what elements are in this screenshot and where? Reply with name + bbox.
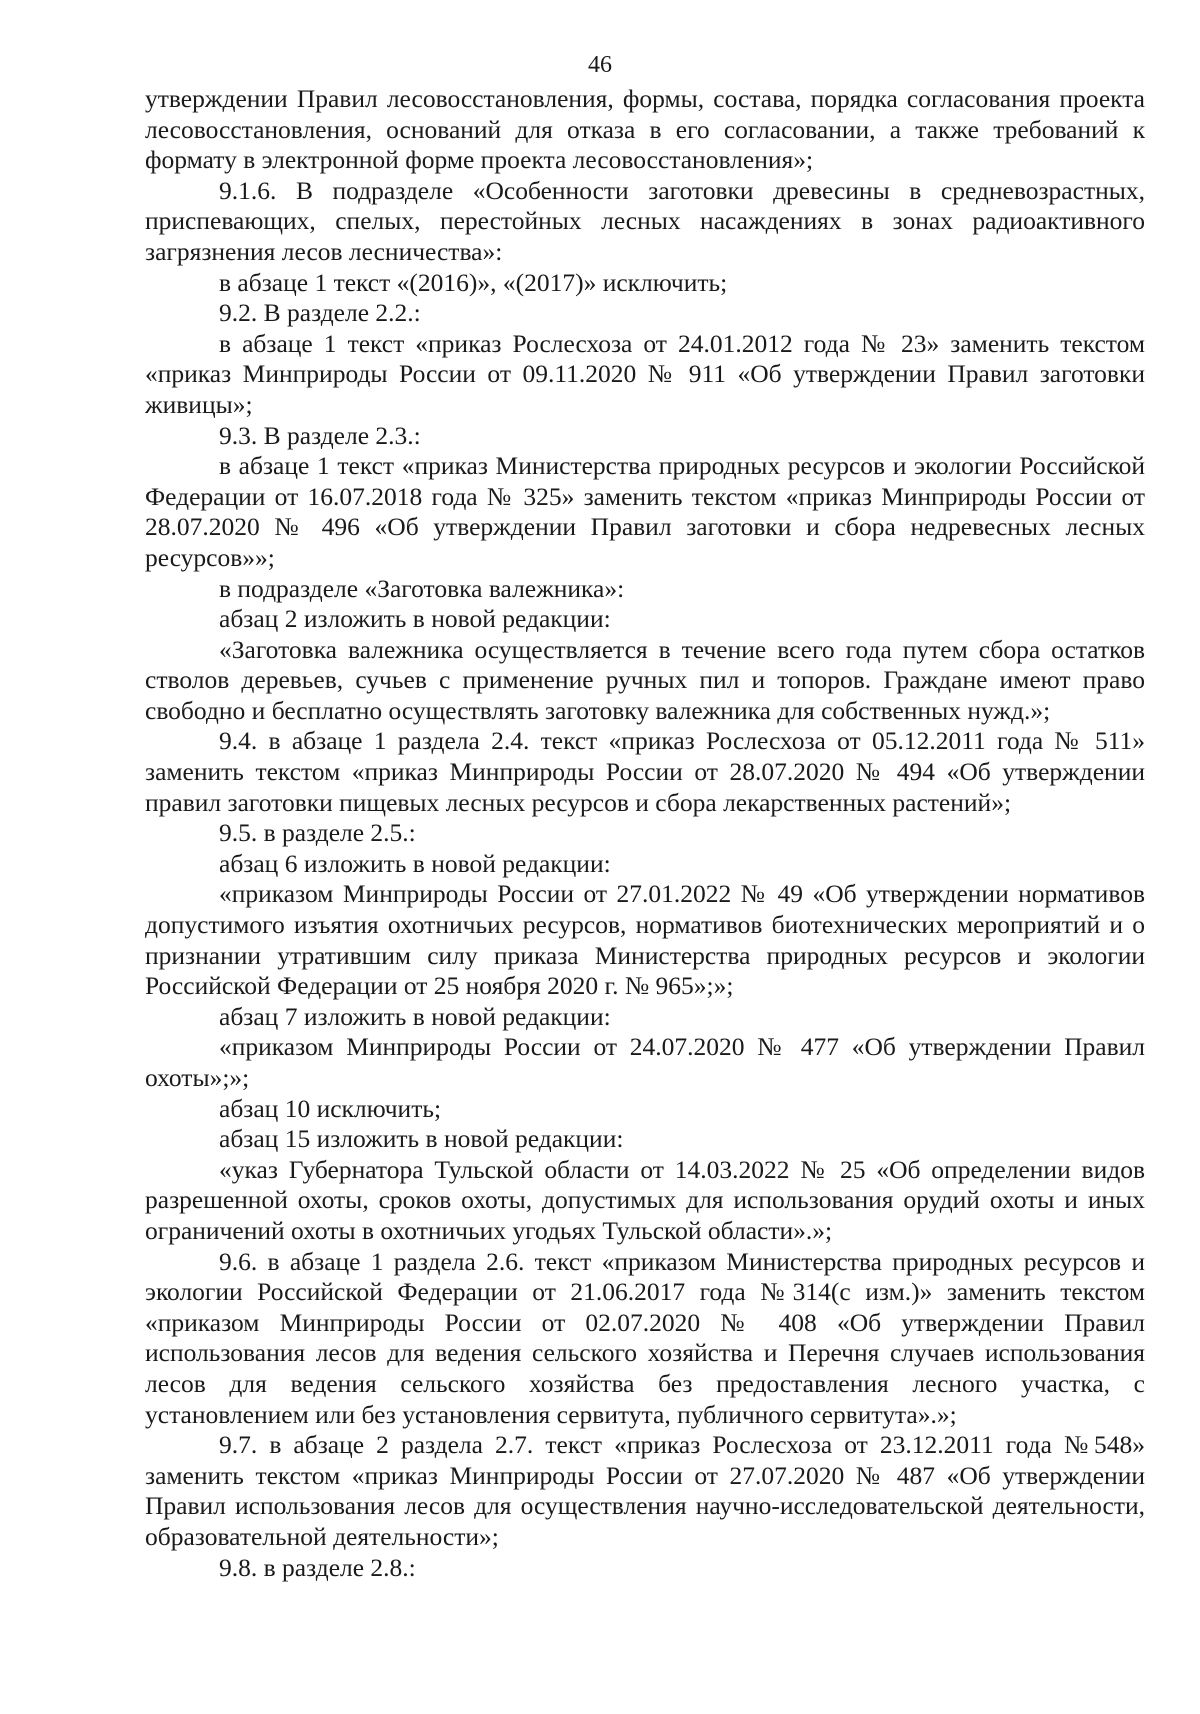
paragraph-9-7: 9.7. в абзаце 2 раздела 2.7. текст «приказ Рослесхоза от 23.12.2011 года №548» заменить текстом «приказ Минприроды России от 27.07.2020 № 487 «Об утверждении Правил использования лесов для осуществления научно-исследовательской деятельности, образовательной деятельности»; xyxy=(145,1430,1145,1551)
paragraph-item: абзац 10 исключить; xyxy=(219,1093,442,1123)
paragraph-item: в абзаце 1 текст «приказ Министерства природных ресурсов и экологии Российской Федерации от 16.07.2018 года № 325» заменить текстом «приказ Минприроды России от 28.07.2020 № 496 «Об утверждении Правил заготовки и сбора недревесных лесных ресурсов»»; xyxy=(145,451,1145,572)
paragraph-9-2: 9.2. В разделе 2.2.: xyxy=(219,298,421,328)
paragraph-9-5: 9.5. в разделе 2.5.: xyxy=(219,818,416,848)
paragraph-quote: «указ Губернатора Тульской области от 14.03.2022 № 25 «Об определении видов разрешенной охоты, сроков охоты, допустимых для использования орудий охоты и иных ограничений охоты в охотничьих угодьях Тульской области».»; xyxy=(145,1154,1145,1245)
paragraph-9-1-6: 9.1.6. В подразделе «Особенности заготовки древесины в средневозрастных, приспевающих, спелых, перестойных лесных насаждениях в зонах радиоактивного загрязнения лесов лесничества»: xyxy=(145,175,1145,266)
paragraph-quote: «Заготовка валежника осуществляется в течение всего года путем сбора остатков стволов деревьев, сучьев с применение ручных пил и топоров. Граждане имеют право свободно и бесплатно осуществлять заготовку валежника для собственных нужд.»; xyxy=(145,634,1145,725)
paragraph-9-3: 9.3. В разделе 2.3.: xyxy=(219,420,421,450)
paragraph-9-6: 9.6. в абзаце 1 раздела 2.6. текст «приказом Министерства природных ресурсов и экологии Российской Федерации от 21.06.2017 года №314(с изм.)» заменить текстом «приказом Минприроды России от 02.07.2020 № 408 «Об утверждении Правил использования лесов для ведения сельского хозяйства и Перечня случаев использования лесов для ведения сельского хозяйства без предоставления лесного участка, с установлением или без установления сервитута, публичного сервитута».»; xyxy=(145,1246,1145,1429)
document-body xyxy=(145,84,1145,1583)
paragraph-item: абзац 2 изложить в новой редакции: xyxy=(219,604,611,634)
paragraph-item: в абзаце 1 текст «(2016)», «(2017)» исключить; xyxy=(219,267,728,297)
paragraph-9-8: 9.8. в разделе 2.8.: xyxy=(219,1552,416,1582)
paragraph-item: абзац 7 изложить в новой редакции: xyxy=(219,1001,611,1031)
paragraph-item: в абзаце 1 текст «приказ Рослесхоза от 24.01.2012 года № 23» заменить текстом «приказ Минприроды России от 09.11.2020 № 911 «Об утверждении Правил заготовки живицы»; xyxy=(145,328,1145,419)
paragraph-continuation: утверждении Правил лесовосстановления, формы, состава, порядка согласования проекта лесовосстановления, оснований для отказа в его согласовании, а также требований к формату в электронной форме проекта лесовосстановления»; xyxy=(145,84,1145,175)
paragraph-item: в подразделе «Заготовка валежника»: xyxy=(219,573,625,603)
paragraph-item: абзац 15 изложить в новой редакции: xyxy=(219,1124,624,1154)
paragraph-item: абзац 6 изложить в новой редакции: xyxy=(219,848,611,878)
paragraph-9-4: 9.4. в абзаце 1 раздела 2.4. текст «приказ Рослесхоза от 05.12.2011 года № 511» заменить текстом «приказ Минприроды России от 28.07.2020 № 494 «Об утверждении правил заготовки пищевых лесных ресурсов и сбора лекарственных растений»; xyxy=(145,726,1145,817)
paragraph-quote: «приказом Минприроды России от 24.07.2020 № 477 «Об утверждении Правил охоты»;»; xyxy=(145,1032,1145,1092)
page-number: 46 xyxy=(588,52,612,78)
paragraph-quote: «приказом Минприроды России от 27.01.2022 № 49 «Об утверждении нормативов допустимого изъятия охотничьих ресурсов, нормативов биотехнических мероприятий и о признании утратившим силу приказа Министерства природных ресурсов и экологии Российской Федерации от 25 ноября 2020 г. № 965»;»; xyxy=(145,879,1145,1001)
